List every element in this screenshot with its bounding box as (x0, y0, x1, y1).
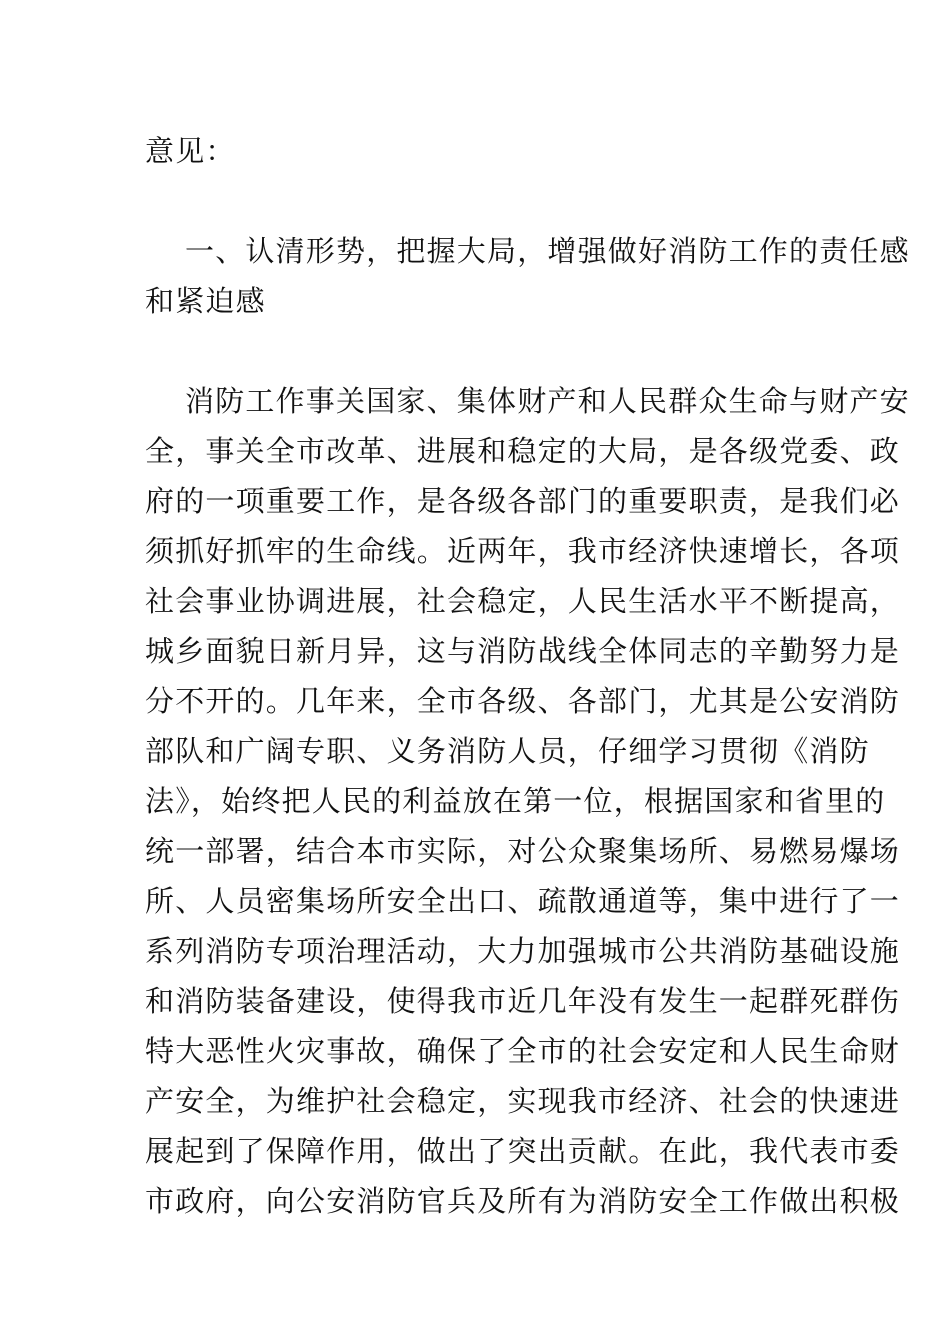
paragraph-line-6: 城乡面貌日新月异，这与消防战线全体同志的辛勤努力是 (145, 634, 901, 668)
paragraph-line-17: 市政府，向公安消防官兵及所有为消防安全工作做出积极 (145, 1184, 901, 1218)
paragraph-line-5: 社会事业协调进展，社会稳定，人民生活水平不断提高， (145, 584, 901, 618)
paragraph-line-12: 系列消防专项治理活动，大力加强城市公共消防基础设施 (145, 934, 901, 968)
paragraph-line-7: 分不开的。几年来，全市各级、各部门，尤其是公安消防 (145, 684, 901, 718)
intro-text: 意见： (145, 134, 236, 168)
paragraph-line-13: 和消防装备建设，使得我市近几年没有发生一起群死群伤 (145, 984, 901, 1018)
paragraph-line-14: 特大恶性火灾事故，确保了全市的社会安定和人民生命财 (145, 1034, 901, 1068)
paragraph-line-1: 消防工作事关国家、集体财产和人民群众生命与财产安 (185, 384, 910, 418)
paragraph-line-10: 统一部署，结合本市实际，对公众聚集场所、易燃易爆场 (145, 834, 901, 868)
paragraph-line-16: 展起到了保障作用，做出了突出贡献。在此，我代表市委 (145, 1134, 901, 1168)
paragraph-line-4: 须抓好抓牢的生命线。近两年，我市经济快速增长，各项 (145, 534, 901, 568)
paragraph-line-3: 府的一项重要工作，是各级各部门的重要职责，是我们必 (145, 484, 901, 518)
paragraph-line-8: 部队和广阔专职、义务消防人员，仔细学习贯彻《消防 (145, 734, 870, 768)
paragraph-line-15: 产安全，为维护社会稳定，实现我市经济、社会的快速进 (145, 1084, 901, 1118)
paragraph-line-11: 所、人员密集场所安全出口、疏散通道等，集中进行了一 (145, 884, 901, 918)
section-heading-line-2: 和紧迫感 (145, 284, 266, 318)
paragraph-line-9: 法》，始终把人民的利益放在第一位，根据国家和省里的 (145, 784, 886, 818)
section-heading-line-1: 一、认清形势，把握大局，增强做好消防工作的责任感 (185, 234, 910, 268)
paragraph-line-2: 全，事关全市改革、进展和稳定的大局，是各级党委、政 (145, 434, 901, 468)
